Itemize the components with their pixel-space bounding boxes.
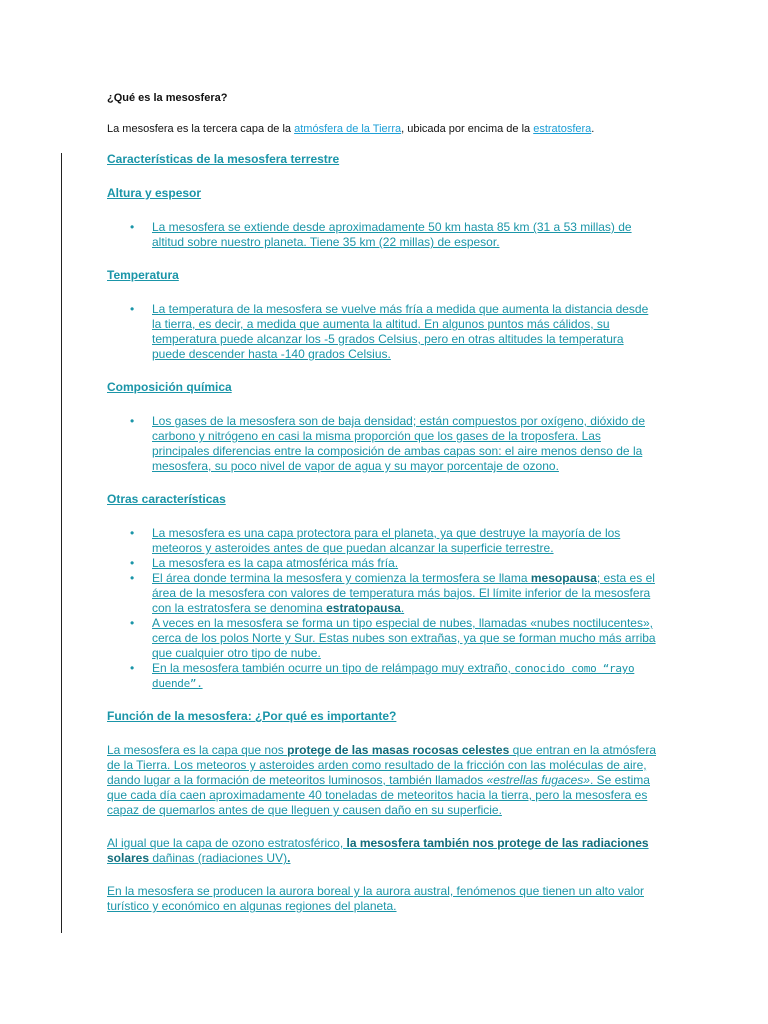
item3-text-e: . xyxy=(400,601,405,615)
list-item[interactable]: • La mesosfera es una capa protectora para el planeta, ya que destruye la mayoría de los meteoros y asteroides antes de que puedan alcanzar la superficie terrestre. xyxy=(130,526,657,556)
p1-text-e: . Se estima que cada día caen aproximadamente 40 toneladas de meteoritos hacia la tierra, pero la mesosfera es capaz de quemarlos antes de que lleguen y causen daño en su superficie. xyxy=(107,773,650,817)
list-altura xyxy=(107,220,657,250)
list-item[interactable]: • Los gases de la mesosfera son de baja densidad; están compuestos por oxígeno, dióxido de carbono y nitrógeno en casi la misma proporción que los gases de la troposfera. Las principales diferencias entre la composición de ambas capas son: el aire menos denso de la mesosfera, su poco nivel de vapor de agua y su mayor porcentaje de ozono. xyxy=(130,414,657,474)
intro-text-after: . xyxy=(591,123,595,135)
funcion-paragraph-2[interactable] xyxy=(107,836,657,866)
item3-text-a: El área donde termina la mesosfera y comienza la termosfera se llama xyxy=(152,571,531,585)
heading-funcion[interactable]: Función de la mesosfera: ¿Por qué es importante? xyxy=(107,709,397,723)
list-otras xyxy=(107,526,657,691)
funcion-paragraph-1[interactable] xyxy=(107,743,657,818)
page-title: ¿Qué es la mesosfera? xyxy=(107,92,228,104)
list-item[interactable]: • La mesosfera se extiende desde aproximadamente 50 km hasta 85 km (31 a 53 millas) de altitud sobre nuestro planeta. Tiene 35 km (22 millas) de espesor. xyxy=(130,220,657,250)
intro-paragraph xyxy=(107,123,657,135)
list-item[interactable] xyxy=(130,661,657,691)
list-composicion xyxy=(107,414,657,474)
list-item[interactable]: • La mesosfera es la capa atmosférica más fría. xyxy=(130,556,657,571)
item3-text-c: ; esta es el área de la mesosfera con valores de temperatura más bajos. El límite inferior de la mesosfera con la estratosfera se denomina xyxy=(152,571,655,615)
p2-text-c: dañinas (radiaciones UV) xyxy=(149,851,288,865)
list-item[interactable]: • La temperatura de la mesosfera se vuelve más fría a medida que aumenta la distancia desde la tierra, es decir, a medida que aumenta la altitud. En algunos puntos más cálidos, su temperatura puede alcanzar los -5 grados Celsius, pero en otras altitudes la temperatura puede descender hasta -140 grados Celsius. xyxy=(130,302,657,362)
atmosfera-link[interactable]: atmósfera de la Tierra xyxy=(294,123,402,135)
p1-bold: protege de las masas rocosas celestes xyxy=(287,743,510,757)
heading-temperatura[interactable]: Temperatura xyxy=(107,268,179,282)
rayo-duende-text: conocido como “rayo duende”. xyxy=(152,662,635,690)
item5-text-a: En la mesosfera también ocurre un tipo de relámpago muy extraño, xyxy=(152,661,515,675)
p1-text-c: que entran en la atmósfera de la Tierra. Los meteoros y asteroides arden como resultado de la fricción con las moléculas de aire, dando lugar a la formación de meteoritos luminosos, también llamados xyxy=(107,743,657,787)
p1-italic: «estrellas fugaces» xyxy=(486,773,590,787)
list-temperatura xyxy=(107,302,657,362)
list-item[interactable]: • A veces en la mesosfera se forma un tipo especial de nubes, llamadas «nubes noctilucentes», cerca de los polos Norte y Sur. Estas nubes son extrañas, ya que se forman mucho más arriba que cualquier otro tipo de nube. xyxy=(130,616,657,661)
p1-text-a: La mesosfera es la capa que nos xyxy=(107,743,288,757)
heading-caracteristicas[interactable]: Características de la mesosfera terrestre xyxy=(107,152,340,166)
list-item[interactable] xyxy=(130,571,657,616)
funcion-paragraph-3[interactable]: En la mesosfera se producen la aurora boreal y la aurora austral, fenómenos que tienen un alto valor turístico y económico en algunas regiones del planeta. xyxy=(107,884,644,913)
p2-bold-period: . xyxy=(287,851,291,865)
p2-bold: la mesosfera también nos protege de las radiaciones solares xyxy=(107,836,649,865)
heading-altura[interactable]: Altura y espesor xyxy=(107,186,202,200)
margin-bar xyxy=(61,153,62,933)
estratopausa-term: estratopausa xyxy=(326,601,401,615)
document-page xyxy=(107,92,657,932)
intro-text-before: La mesosfera es la tercera capa de la xyxy=(107,123,295,135)
estratosfera-link[interactable]: estratosfera xyxy=(533,123,592,135)
p2-text-a: Al igual que la capa de ozono estratosférico, xyxy=(107,836,347,850)
intro-text-middle: , ubicada por encima de la xyxy=(401,123,534,135)
mesopausa-term: mesopausa xyxy=(530,571,597,585)
heading-otras[interactable]: Otras características xyxy=(107,492,226,506)
heading-composicion[interactable]: Composición química xyxy=(107,380,232,394)
